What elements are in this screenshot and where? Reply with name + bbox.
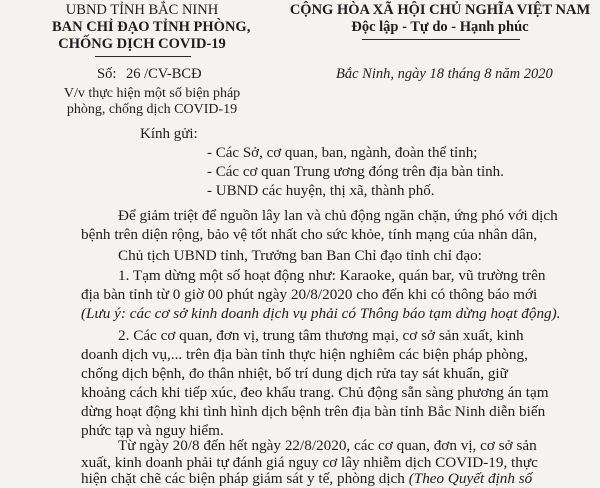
body-line-note: (Lưu ý: các cơ sở kinh doanh dịch vụ phải có Thông báo tạm dừng hoạt động).: [81, 305, 561, 322]
doc-number: [97, 66, 202, 83]
body-line: dừng hoạt động khi tình hình dịch bệnh trên địa bàn tỉnh Bắc Ninh diễn biến: [81, 403, 546, 420]
nation-line-1: CỘNG HÒA XÃ HỘI CHỦ NGHĨA VIỆT NAM: [289, 2, 591, 18]
body-text-italic: (Theo Quyết định số: [408, 470, 533, 487]
doc-date: [336, 66, 553, 83]
doc-day: 18: [429, 66, 444, 82]
body-line: bệnh trên diện rộng, bảo vệ tốt nhất cho sức khỏe, tính mạng của nhân dân,: [81, 226, 538, 243]
body-line: Từ ngày 20/8 đến hết ngày 22/8/2020, các cơ quan, đơn vị, cơ sở sản: [118, 437, 537, 454]
body-line: phức tạp và nguy hiểm.: [81, 422, 224, 439]
org-line-1: UBND TỈNH BẮC NINH: [65, 2, 219, 18]
body-line: doanh dịch vụ,... trên địa bàn tỉnh thực hiện nghiêm các biện pháp phòng,: [81, 346, 528, 363]
doc-month-label: tháng: [447, 66, 481, 82]
doc-subject-line-2: phòng, chống dịch COVID-19: [66, 102, 238, 117]
recipient-item: - Các Sở, cơ quan, ban, ngành, đoàn thể tỉnh;: [207, 145, 478, 161]
body-line: 1. Tạm dừng một số hoạt động như: Karaoke, quán bar, vũ trường trên: [118, 267, 546, 284]
recipient-item: - Các cơ quan Trung ương đóng trên địa bàn tỉnh.: [207, 164, 504, 180]
recipient-item: - UBND các huyện, thị xã, thành phố.: [207, 183, 435, 199]
org-line-2: BAN CHỈ ĐẠO TỈNH PHÒNG,: [52, 19, 251, 35]
body-text: hiện chặt chẽ các biện pháp giám sát y tế, phòng dịch: [81, 470, 405, 487]
nation-line-2: Độc lập - Tự do - Hạnh phúc: [351, 19, 529, 35]
doc-month: 8: [484, 66, 492, 82]
doc-subject-line-1: V/v thực hiện một số biện pháp: [63, 86, 241, 101]
doc-year: 2020: [523, 66, 553, 82]
nation-underline: [362, 39, 520, 40]
doc-number-label: Số:: [97, 66, 117, 82]
recipients-label: Kính gửi:: [140, 126, 198, 142]
doc-date-prefix: ngày: [397, 66, 426, 82]
body-line: chống dịch bệnh, đo thân nhiệt, bố trí dung dịch rửa tay sát khuẩn, giữ: [81, 365, 508, 382]
body-line: địa bàn tỉnh từ 0 giờ 00 phút ngày 20/8/2020 cho đến khi có thông báo mới: [81, 286, 538, 303]
body-line: 2. Các cơ quan, đơn vị, trung tâm thương mại, cơ sở sản xuất, kinh: [118, 327, 524, 344]
doc-year-label: năm: [495, 66, 521, 82]
org-line-3: CHỐNG DỊCH COVID-19: [58, 36, 226, 52]
body-line: khoảng cách khi tiếp xúc, đeo khẩu trang. Chủ động sẵn sàng phương án tạm: [81, 384, 549, 401]
body-line: Để giảm triệt để nguồn lây lan và chủ động ngăn chặn, ứng phó với dịch: [118, 207, 558, 224]
doc-place: Bắc Ninh,: [336, 66, 394, 82]
doc-number-value: 26 /CV-BCĐ: [125, 66, 202, 82]
body-line: Chủ tịch UBND tỉnh, Trưởng ban Ban Chỉ đạo tỉnh chỉ đạo:: [118, 247, 482, 264]
body-line: xuất, kinh doanh phải tự đánh giá nguy cơ lây nhiễm dịch COVID-19, thực: [81, 454, 538, 471]
body-line-mixed: [81, 469, 532, 488]
org-underline: [95, 56, 191, 57]
